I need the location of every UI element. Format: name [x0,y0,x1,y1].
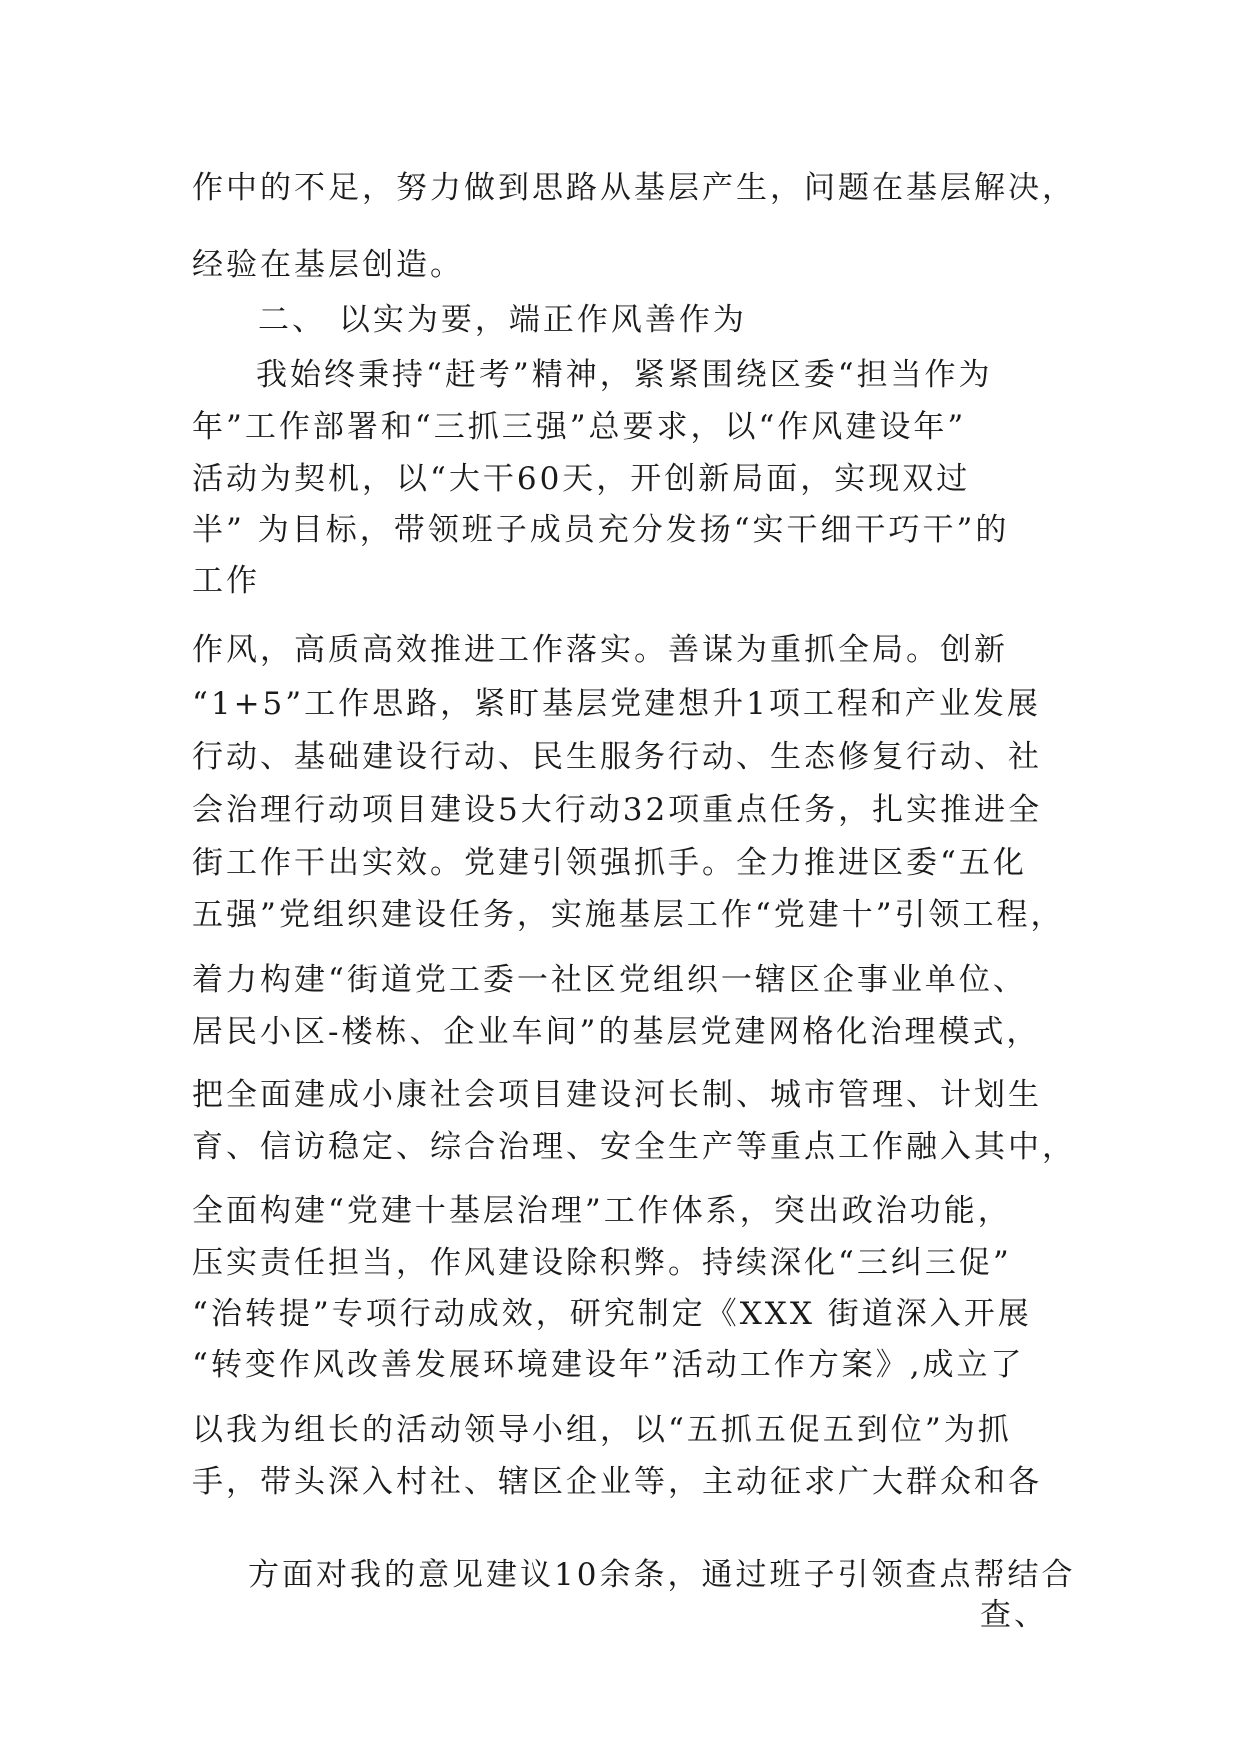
text-line: 育、信访稳定、综合治理、安全生产等重点工作融入其中， [192,1129,1076,1165]
text-line: 经验在基层创造。 [192,247,464,283]
text-line: 压实责任担当，作风建设除积弊。持续深化“三纠三促” [192,1245,1012,1281]
text-line: 会治理行动项目建设5大行动32项重点任务，扎实推进全 [192,792,1043,828]
text-line: “治转提”专项行动成效，研究制定《XXX 街道深入开展 [192,1296,1032,1332]
text-line: 全面构建“党建十基层治理”工作体系，突出政治功能， [192,1193,1012,1229]
text-line: 行动、基础建设行动、民生服务行动、生态修复行动、社 [192,739,1042,775]
text-line: 手，带头深入村社、辖区企业等，主动征求广大群众和各 [192,1464,1042,1500]
text-line: 作中的不足，努力做到思路从基层产生，问题在基层解决， [192,170,1076,206]
text-line: 五强”党组织建设任务，实施基层工作“党建十”引领工程， [192,897,1065,933]
paragraph-first-line: 方面对我的意见建议10余条，通过班子引领查点帮结合 [248,1557,1076,1593]
text-line: 活动为契机，以“大干60天，开创新局面，实现双过 [192,461,971,497]
text-line: 年”工作部署和“三抓三强”总要求，以“作风建设年” [192,409,967,445]
text-line: 居民小区-楼栋、企业车间”的基层党建网格化治理模式， [192,1014,1041,1050]
text-line: 以我为组长的活动领导小组，以“五抓五促五到位”为抓 [192,1412,1012,1448]
text-line: “转变作风改善发展环境建设年”活动工作方案》,成立了 [192,1347,1025,1383]
text-line: 街工作干出实效。党建引领强抓手。全力推进区委“五化 [192,845,1027,881]
section-heading: 二、 以实为要，端正作风善作为 [258,302,747,338]
paragraph-first-line: 我始终秉持“赶考”精神，紧紧围绕区委“担当作为 [256,357,993,393]
text-line: 工作 [192,563,260,599]
text-line: 把全面建成小康社会项目建设河长制、城市管理、计划生 [192,1077,1042,1113]
text-line: 着力构建“街道党工委一社区党组织一辖区企事业单位、 [192,962,1027,998]
text-line: “1+5”工作思路，紧盯基层党建想升1项工程和产业发展 [192,686,1041,722]
text-line: 作风，高质高效推进工作落实。善谋为重抓全局。创新 [192,632,1008,668]
text-line: 半” 为目标，带领班子成员充分发扬“实干细干巧干”的 [192,512,1010,548]
text-line-continuation: 查、 [980,1597,1048,1633]
